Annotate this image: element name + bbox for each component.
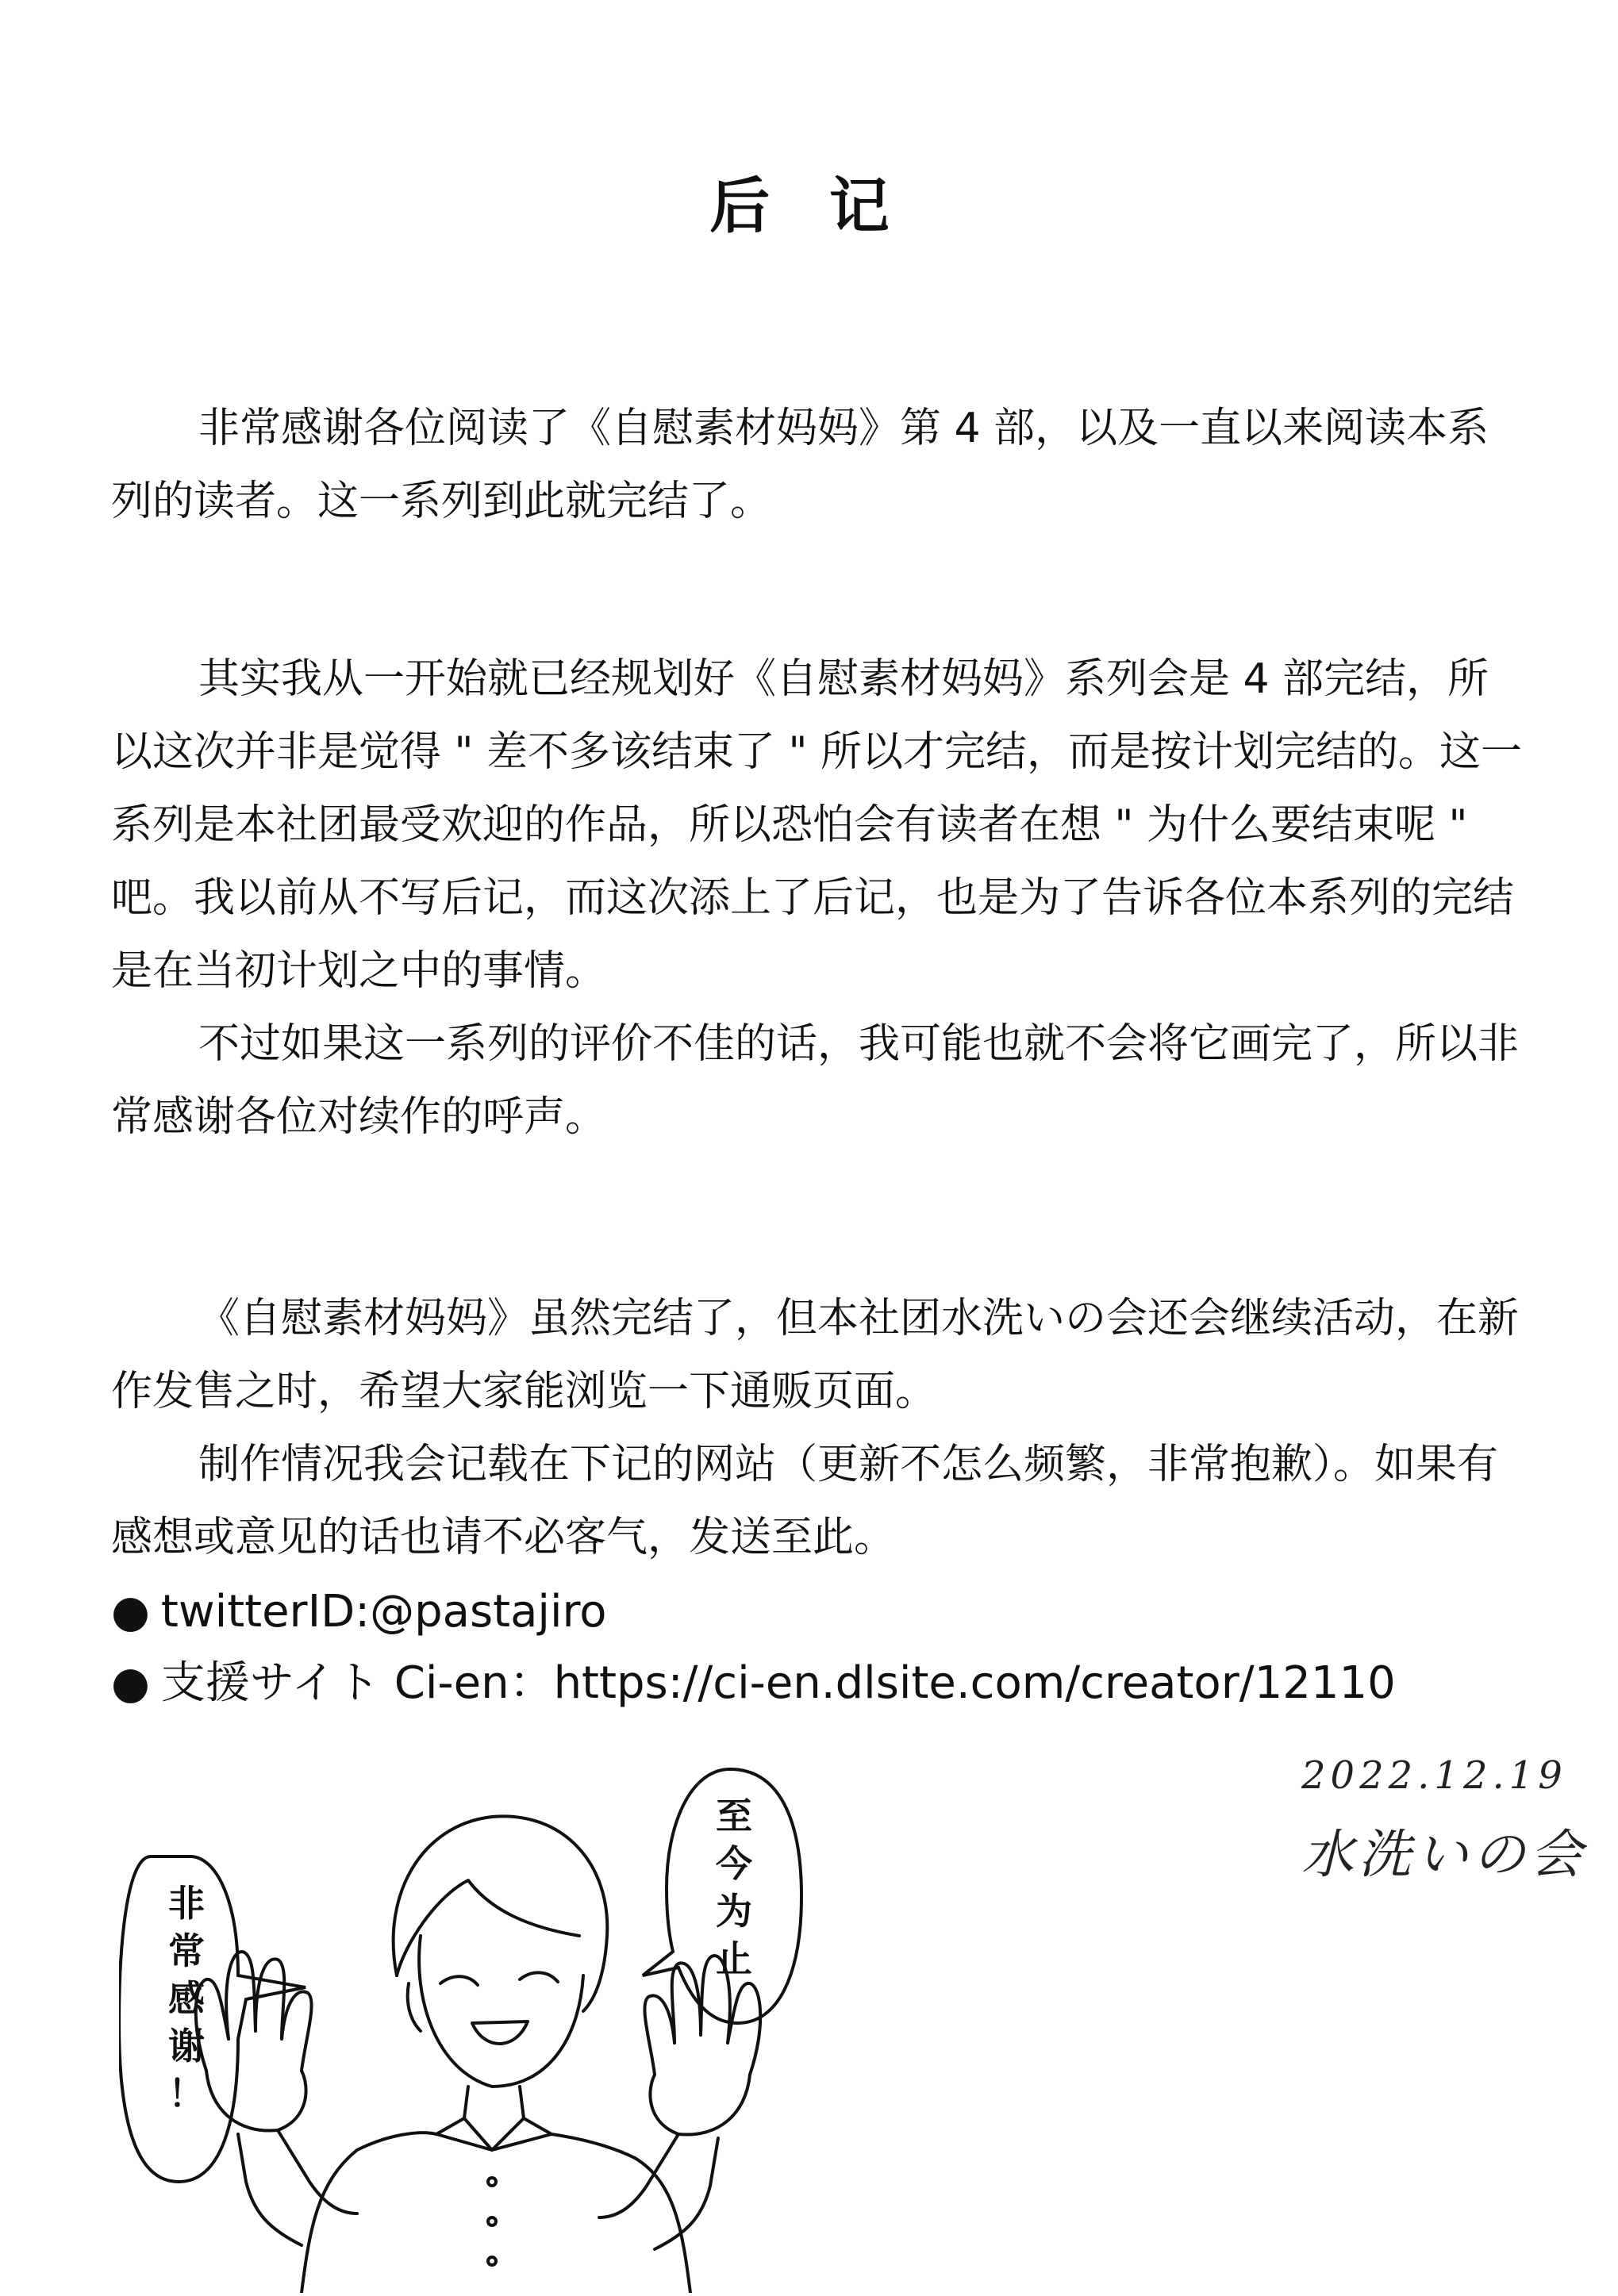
paragraph-thanks: 非常感谢各位阅读了《自慰素材妈妈》第 4 部，以及一直以来阅读本系列的读者。这一系列到此就完结了。 [111, 405, 1489, 525]
contact-cien [111, 1657, 1396, 1709]
bubble-left-char: 常 [168, 1929, 205, 1972]
contact-twitter [111, 1586, 607, 1638]
character-illustration [119, 1737, 913, 2293]
speech-bubble-left [119, 1856, 306, 2182]
bullet-icon: ● [111, 1586, 150, 1638]
bubble-right-char: 至 [716, 1795, 752, 1837]
paragraph-future-section [111, 1282, 1524, 1574]
cien-link[interactable]: 支援サイト Ci-en：https://ci-en.dlsite.com/creator/12110 [160, 1657, 1396, 1709]
paragraph-gratitude: 不过如果这一系列的评价不佳的话，我可能也就不会将它画完了，所以非常感谢各位对续作的呼声。 [111, 1020, 1520, 1141]
signature [1301, 1753, 1587, 1887]
paragraph-contact: 制作情况我会记载在下记的网站（更新不怎么频繁，非常抱歉）。如果有感想或意见的话也请不必客气，发送至此。 [111, 1441, 1499, 1561]
bubble-right-char: 止 [716, 1937, 752, 1980]
bubble-left-char: 谢 [168, 2025, 205, 2068]
bubble-right-char: 为 [716, 1890, 752, 1933]
bubble-left-char: ！ [168, 2072, 205, 2115]
speech-bubble-right [643, 1769, 801, 2023]
paragraph-plan: 其实我从一开始就已经规划好《自慰素材妈妈》系列会是 4 部完结，所以这次并非是觉得 " 差不多该结束了 " 所以才完结，而是按计划完结的。这一系列是本社团最受欢迎的作品，所以恐怕会有读者在想 " 为什么要结束呢 " 吧。我以前从不写后记，而这次添上了后记，也是为了告诉各位本系列的完结是在当初计划之中的事情。 [111, 655, 1522, 995]
paragraph-plan-section [111, 643, 1524, 1154]
bubble-left-char: 非 [168, 1882, 205, 1925]
bullet-icon: ● [111, 1657, 150, 1709]
page-title: 后 记 [709, 171, 909, 241]
signature-name: 水洗いの会 [1301, 1824, 1587, 1885]
bubble-left-char: 感 [168, 1977, 205, 2020]
bubble-right-char: 今 [716, 1842, 752, 1885]
twitter-id[interactable]: twitterID:@pastajiro [160, 1586, 607, 1638]
paragraph-future: 《自慰素材妈妈》虽然完结了，但本社团水洗いの会还会继续活动，在新作发售之时，希望大家能浏览一下通贩页面。 [111, 1295, 1520, 1415]
paragraph-thanks-section [111, 392, 1524, 538]
signature-date: 2022.12.19 [1301, 1753, 1567, 1798]
